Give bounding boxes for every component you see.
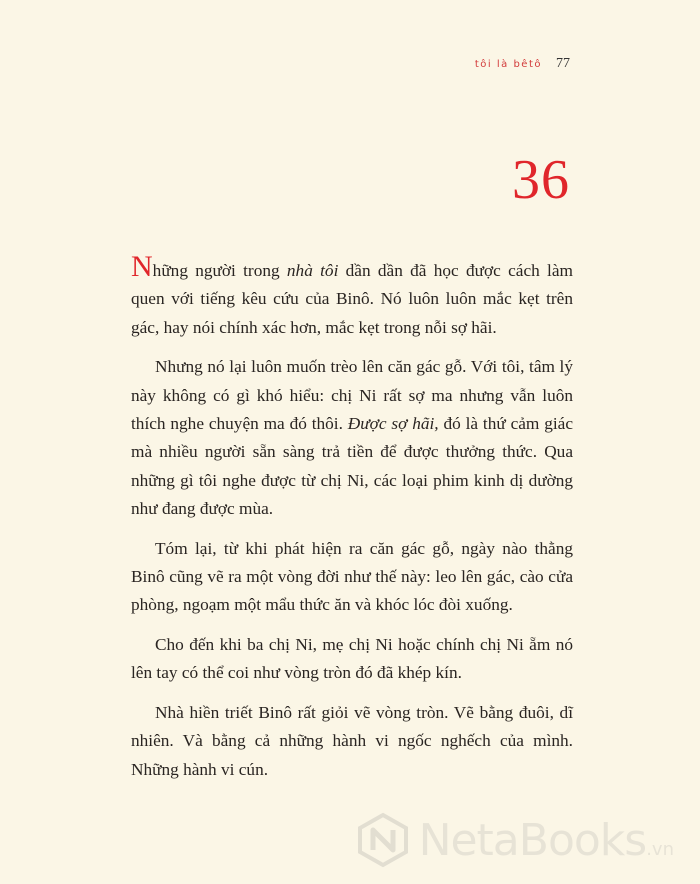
paragraph-1-text-a: hững người trong [152, 261, 287, 280]
page-header [475, 56, 570, 72]
paragraph-2 [131, 353, 573, 523]
paragraph-2-text-b: đó là thứ cảm giác mà nhiều người sẵn sàng trả tiền để được thưởng thức. Qua những gì tôi nghe được từ chị Ni, các loại phim kinh dị dường như đang được mùa. [131, 414, 573, 519]
paragraph-2-emphasis: Được sợ hãi, [347, 414, 439, 434]
watermark-brand [419, 815, 674, 866]
page-number: 77 [556, 56, 570, 71]
watermark-brand-name: NetaBooks [418, 814, 647, 866]
body-text [131, 250, 573, 795]
paragraph-1-emphasis: nhà tôi [286, 261, 339, 280]
chapter-number: 36 [512, 149, 570, 211]
watermark-suffix: .vn [646, 838, 674, 860]
running-title: tôi là bêtô [474, 59, 542, 70]
netabooks-logo-icon [355, 812, 411, 868]
drop-cap: N [131, 250, 153, 283]
paragraph-3: Tóm lại, từ khi phát hiện ra căn gác gỗ, ngày nào thằng Binô cũng vẽ ra một vòng đời như thế này: leo lên gác, cào cửa phòng, ngoạm một mẩu thức ăn và khóc lóc đòi xuống. [131, 538, 573, 615]
paragraph-2-text-a: Nhưng nó lại luôn muốn trèo lên căn gác gỗ. Với tôi, tâm lý này không có gì khó hiểu: chị Ni rất sợ ma nhưng vẫn luôn thích nghe chuyện ma đó thôi. [131, 357, 573, 434]
paragraph-1-text-b: dần dần đã học được cách làm quen với tiếng kêu cứu của Binô. Nó luôn luôn mắc kẹt trên gác, hay nói chính xác hơn, mắc kẹt trong nỗi sợ hãi. [131, 261, 573, 337]
paragraph-4: Cho đến khi ba chị Ni, mẹ chị Ni hoặc chính chị Ni ẵm nó lên tay có thể coi như vòng tròn đó đã khép kín. [131, 634, 573, 683]
paragraph-1 [131, 250, 573, 342]
watermark [355, 812, 674, 868]
paragraph-5: Nhà hiền triết Binô rất giỏi vẽ vòng tròn. Vẽ bằng đuôi, dĩ nhiên. Và bằng cả những hành vi ngốc nghếch của mình. Những hành vi cún. [131, 702, 573, 779]
